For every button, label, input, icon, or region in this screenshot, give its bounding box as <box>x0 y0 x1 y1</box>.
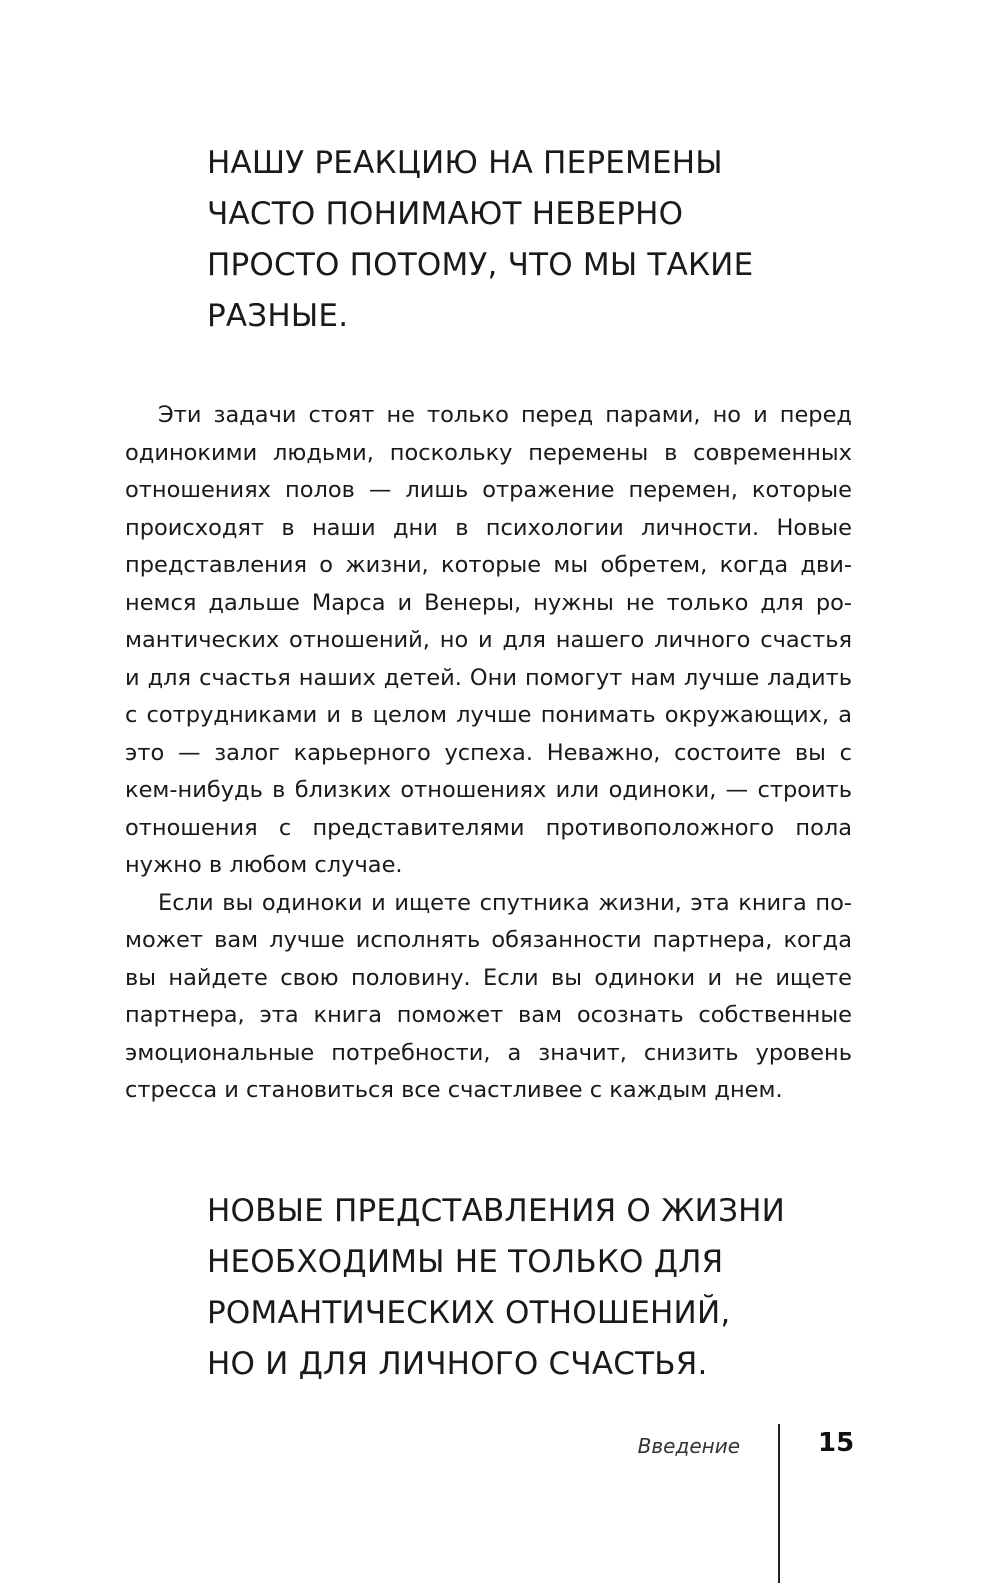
pullquote-line: ЧАСТО ПОНИМАЮТ НЕВЕРНО <box>207 196 684 232</box>
page-number: 15 <box>818 1428 855 1458</box>
body-paragraph: Если вы одиноки и ищете спутника жизни, эта книга поможет вам лучше исполнять обязанности партнера, когда вы найдете свою половину. Если вы одиноки и не ищете партнера, эта книга поможет вам осознать собственные эмоциональные потребности, а значит, снизить уровень стресса и становиться все счастливее с каждым днем. <box>125 889 852 1103</box>
body-text <box>125 397 852 1110</box>
section-label: Введение <box>637 1434 740 1458</box>
pullquote-line: РОМАНТИЧЕСКИХ ОТНОШЕНИЙ, <box>207 1295 731 1331</box>
pullquote-line: РАЗНЫЕ. <box>207 298 349 334</box>
body-paragraph: Эти задачи стоят не только перед парами, но и перед одинокими людьми, поскольку перемены в современных отношениях полов — лишь отражение перемен, которые происходят в наши дни в психологии личности. Новые представления о жизни, которые мы обретем, когда двинемся дальше Марса и Венеры, нужны не только для романтических отношений, но и для нашего личного счастья и для счастья наших детей. Они помогут нам лучше ладить с сотрудниками и в целом лучше понимать окружающих, а это — залог карьерного успеха. Неважно, состоите вы с кем-нибудь в близких отношениях или одиноки, — строить отношения с представителями противоположного пола нужно в любом случае. <box>125 402 852 878</box>
pullquote-line: НЕОБХОДИМЫ НЕ ТОЛЬКО ДЛЯ <box>207 1244 724 1280</box>
pullquote-line: НАШУ РЕАКЦИЮ НА ПЕРЕМЕНЫ <box>207 145 723 181</box>
pullquote-bottom <box>207 1186 847 1390</box>
pullquote-line: НО И ДЛЯ ЛИЧНОГО СЧАСТЬЯ. <box>207 1346 708 1382</box>
pullquote-line: НОВЫЕ ПРЕДСТАВЛЕНИЯ О ЖИЗНИ <box>207 1193 786 1229</box>
pullquote-line: ПРОСТО ПОТОМУ, ЧТО МЫ ТАКИЕ <box>207 247 754 283</box>
footer-divider <box>778 1424 780 1583</box>
pullquote-top <box>207 138 847 342</box>
